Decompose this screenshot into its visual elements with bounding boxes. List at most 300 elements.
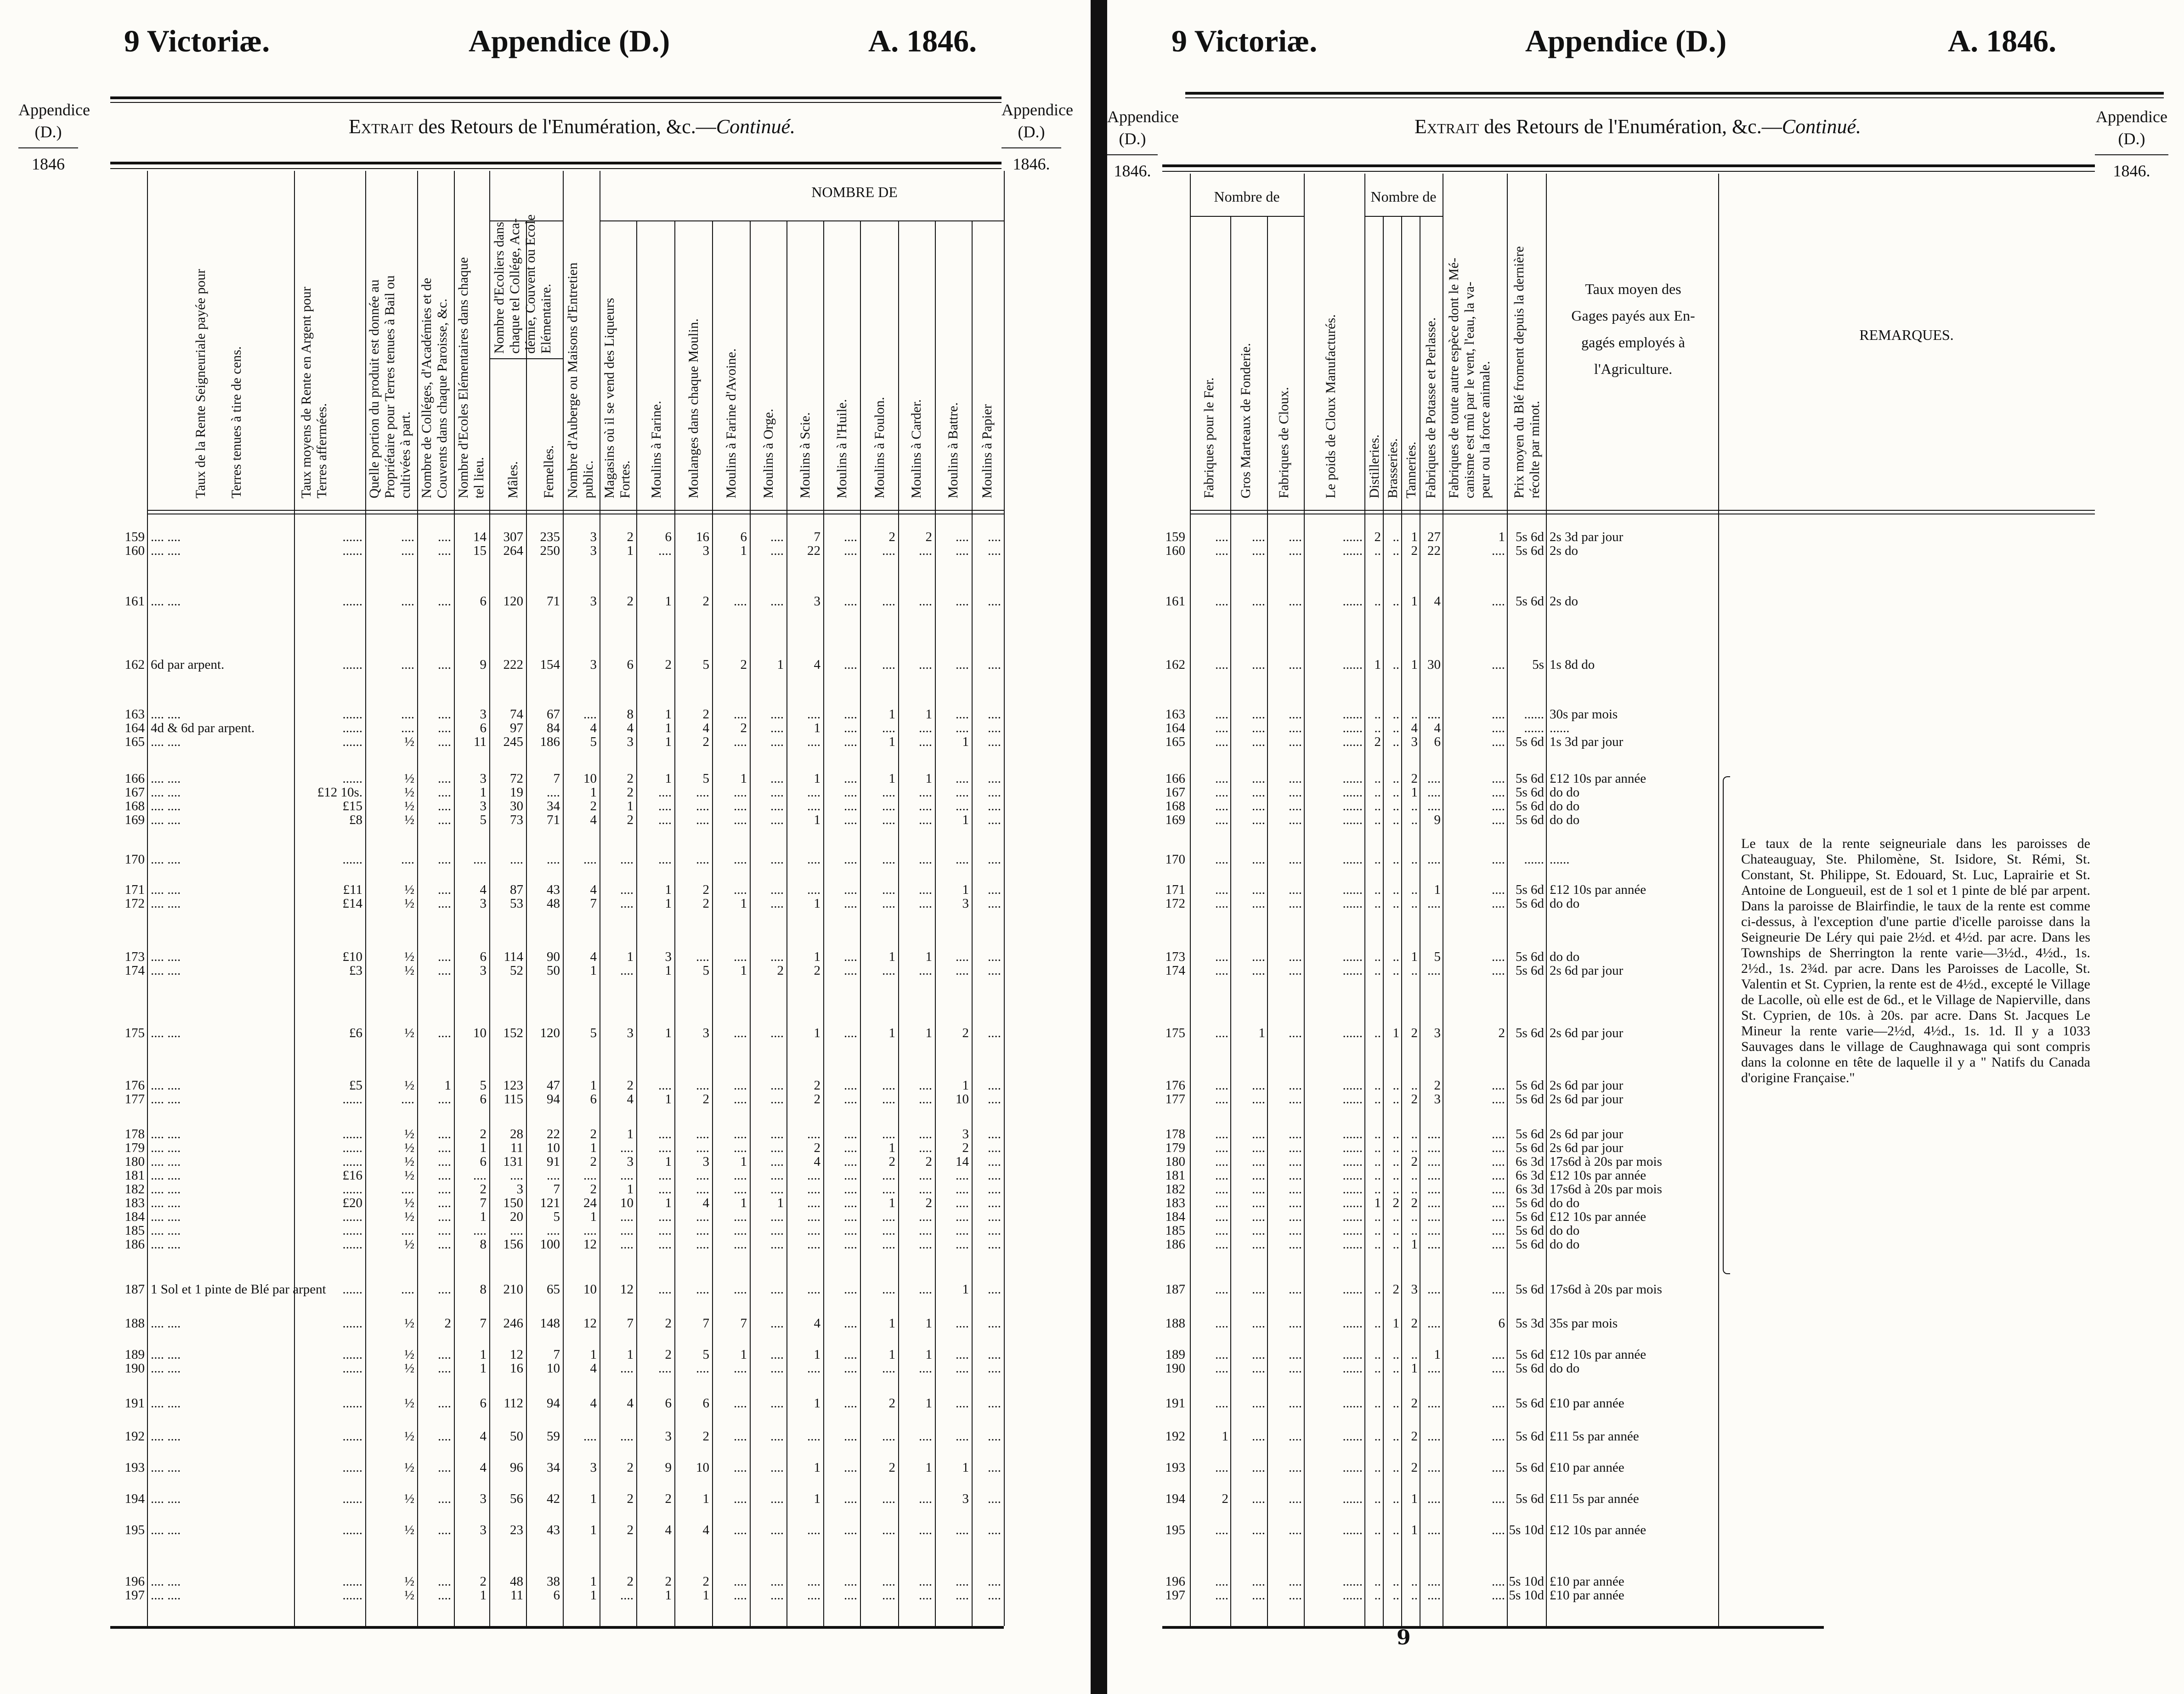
cell-m: 23 bbox=[510, 1523, 523, 1537]
cell-mou: .... bbox=[696, 1078, 709, 1093]
header-line: Femelles. bbox=[541, 445, 556, 498]
header-line: Nombre d'Ecoles Elémentaires dans chaque bbox=[456, 257, 471, 498]
cell-f: 100 bbox=[540, 1237, 560, 1252]
cell-aut: .... bbox=[1492, 657, 1505, 672]
cell-sci: .... bbox=[807, 1168, 820, 1183]
cell-av: .... bbox=[734, 1491, 747, 1506]
header-line: Quelle portion du produit est donnée au bbox=[367, 279, 382, 498]
cell-fer: .... bbox=[1215, 707, 1228, 722]
cell-far: 3 bbox=[665, 1429, 672, 1444]
row-number: 160 bbox=[124, 543, 145, 558]
cell-money: ...... bbox=[342, 543, 362, 558]
cell-bra: .. bbox=[1392, 949, 1399, 964]
cell-col: .... bbox=[438, 734, 451, 749]
cell-dis: .. bbox=[1374, 1588, 1381, 1603]
cell-mar: .... bbox=[1252, 1196, 1265, 1210]
cell-aut: .... bbox=[1492, 813, 1505, 827]
cell-prix: 5s 3d bbox=[1515, 1316, 1544, 1331]
page-number: 9 bbox=[1397, 1626, 1411, 1649]
header-line: gagés employés à bbox=[1581, 334, 1685, 350]
cell-m: 123 bbox=[503, 1078, 523, 1093]
row-number: 178 bbox=[1165, 1127, 1185, 1141]
cell-gages: do do bbox=[1550, 785, 1580, 800]
column-rule-end bbox=[1004, 171, 1005, 1626]
cell-car: .... bbox=[919, 963, 932, 978]
cell-pot: .... bbox=[1427, 1141, 1441, 1155]
header-bottom-rule-r bbox=[1190, 510, 2095, 511]
cell-money: ...... bbox=[342, 1223, 362, 1238]
cell-fou: .... bbox=[882, 1237, 895, 1252]
cell-org: .... bbox=[770, 1588, 784, 1603]
cell-m: 222 bbox=[503, 657, 523, 672]
cell-far: 1 bbox=[665, 1026, 672, 1040]
cell-m: 50 bbox=[510, 1429, 523, 1444]
cell-fou: .... bbox=[882, 1209, 895, 1224]
cell-hui: .... bbox=[844, 1168, 857, 1183]
cell-money: ...... bbox=[342, 1347, 362, 1362]
header-terres-cens bbox=[229, 346, 244, 498]
row-number: 168 bbox=[1165, 799, 1185, 813]
cell-sci: .... bbox=[807, 785, 820, 800]
header-orge bbox=[761, 409, 776, 498]
cell-ec: .... bbox=[473, 1223, 487, 1238]
cell-hui: .... bbox=[844, 882, 857, 897]
cell-clo: .... bbox=[1289, 657, 1302, 672]
cell-bra: 2 bbox=[1392, 1282, 1399, 1297]
left-page bbox=[0, 0, 1091, 1694]
cell-m: 112 bbox=[504, 1396, 523, 1411]
cell-bat: .... bbox=[956, 1316, 969, 1331]
row-number: 172 bbox=[124, 896, 145, 911]
cell-prix: 5s 6d bbox=[1515, 1127, 1544, 1141]
cell-mou: 2 bbox=[702, 1429, 709, 1444]
cell-por: .... bbox=[401, 852, 414, 867]
cell-mar: .... bbox=[1252, 1092, 1265, 1107]
cell-mou: .... bbox=[696, 949, 709, 964]
cell-prix: ...... bbox=[1524, 852, 1544, 867]
cell-aub: 7 bbox=[590, 896, 597, 911]
cell-poi: ...... bbox=[1342, 530, 1363, 544]
cell-fou: .... bbox=[882, 896, 895, 911]
cell-pot: .... bbox=[1427, 1237, 1441, 1252]
cell-poi: ...... bbox=[1342, 1182, 1363, 1197]
cell-por: ½ bbox=[404, 1209, 414, 1224]
cell-poi: ...... bbox=[1342, 1237, 1363, 1252]
header-line: Terres affermées. bbox=[314, 403, 329, 498]
cell-av: .... bbox=[734, 1588, 747, 1603]
cell-f: 7 bbox=[553, 771, 560, 786]
cell-col: .... bbox=[438, 1396, 451, 1411]
row-number: 175 bbox=[1165, 1026, 1185, 1040]
header-gages bbox=[1548, 276, 1718, 382]
cell-clo: .... bbox=[1289, 1154, 1302, 1169]
table-bottom-rule-r bbox=[1162, 1626, 1824, 1629]
cell-aut: .... bbox=[1492, 1361, 1505, 1376]
cell-hui: .... bbox=[844, 1347, 857, 1362]
cell-av: .... bbox=[734, 1282, 747, 1297]
cell-fer: .... bbox=[1215, 1237, 1228, 1252]
cell-prix: 5s 6d bbox=[1515, 1396, 1544, 1411]
cell-dis: .. bbox=[1374, 707, 1381, 722]
cell-dis: 1 bbox=[1374, 657, 1381, 672]
cell-org: .... bbox=[770, 1460, 784, 1475]
cell-mou: .... bbox=[696, 1127, 709, 1141]
cell-rent: .... .... bbox=[151, 1396, 181, 1411]
cell-ec: 8 bbox=[480, 1282, 487, 1297]
cell-gages: £12 10s par année bbox=[1550, 1347, 1646, 1362]
cell-mou: .... bbox=[696, 1168, 709, 1183]
cell-org: .... bbox=[770, 594, 784, 609]
cell-m: 131 bbox=[503, 1154, 523, 1169]
cell-mou: .... bbox=[696, 1141, 709, 1155]
header-line: Taux moyens de Rente en Argent pour bbox=[299, 287, 314, 498]
cell-poi: ...... bbox=[1342, 1127, 1363, 1141]
side-year: 1846 bbox=[18, 147, 78, 175]
cell-m: 97 bbox=[510, 721, 523, 735]
row-number: 184 bbox=[124, 1209, 145, 1224]
cell-clo: .... bbox=[1289, 799, 1302, 813]
row-number: 164 bbox=[1165, 721, 1185, 735]
cell-mou: 2 bbox=[702, 1092, 709, 1107]
cell-por: .... bbox=[401, 530, 414, 544]
cell-poi: ...... bbox=[1342, 1223, 1363, 1238]
cell-por: ½ bbox=[404, 799, 414, 813]
column-rule-16 bbox=[898, 220, 899, 1626]
row-number: 195 bbox=[124, 1523, 145, 1537]
cell-mou: 7 bbox=[702, 1316, 709, 1331]
cell-pap: .... bbox=[988, 896, 1001, 911]
cell-fer: .... bbox=[1215, 530, 1228, 544]
cell-av: .... bbox=[734, 1182, 747, 1197]
cell-bat: .... bbox=[956, 594, 969, 609]
cell-gages: ...... bbox=[1550, 852, 1570, 867]
cell-pot: 3 bbox=[1434, 1026, 1441, 1040]
cell-pot: 22 bbox=[1427, 543, 1441, 558]
cell-mar: .... bbox=[1252, 657, 1265, 672]
cell-sci: 1 bbox=[814, 1491, 820, 1506]
cell-por: ½ bbox=[404, 896, 414, 911]
cell-aub: 2 bbox=[590, 799, 597, 813]
cell-m: 152 bbox=[503, 1026, 523, 1040]
cell-car: .... bbox=[919, 1182, 932, 1197]
cell-gages: 2s 6d par jour bbox=[1550, 1141, 1624, 1155]
cell-dis: .. bbox=[1374, 785, 1381, 800]
cell-ec: 6 bbox=[480, 594, 487, 609]
cell-por: ½ bbox=[404, 1588, 414, 1603]
cell-tan: 2 bbox=[1411, 543, 1418, 558]
cell-f: 67 bbox=[547, 707, 560, 722]
side-appendice-r2: Appendice bbox=[2096, 107, 2167, 126]
cell-fer: .... bbox=[1215, 721, 1228, 735]
cell-ec: 1 bbox=[480, 1209, 487, 1224]
cell-f: 7 bbox=[553, 1182, 560, 1197]
cell-m: 28 bbox=[510, 1127, 523, 1141]
row-number: 161 bbox=[124, 594, 145, 609]
cell-bra: .. bbox=[1392, 1491, 1399, 1506]
cell-ec: 3 bbox=[480, 799, 487, 813]
cell-aub: 1 bbox=[590, 785, 597, 800]
cell-tan: 2 bbox=[1411, 771, 1418, 786]
cell-fer: .... bbox=[1215, 963, 1228, 978]
cell-av: .... bbox=[734, 1237, 747, 1252]
cell-av: .... bbox=[734, 594, 747, 609]
cell-pot: .... bbox=[1427, 1127, 1441, 1141]
cell-org: .... bbox=[770, 1316, 784, 1331]
cell-money: £3 bbox=[349, 963, 362, 978]
header-magasins bbox=[602, 298, 633, 498]
cell-por: .... bbox=[401, 657, 414, 672]
cell-prix: 5s 6d bbox=[1515, 1196, 1544, 1210]
cell-far: 1 bbox=[665, 771, 672, 786]
cell-fer: .... bbox=[1215, 882, 1228, 897]
cell-far: 2 bbox=[665, 1316, 672, 1331]
cell-money: £20 bbox=[342, 1196, 362, 1210]
cell-dis: .. bbox=[1374, 799, 1381, 813]
book-spine bbox=[1091, 0, 1107, 1694]
cell-mag: 2 bbox=[627, 1460, 634, 1475]
header-line: Nombre d'Ecoliers dans bbox=[492, 222, 507, 354]
cell-gages: ...... bbox=[1550, 721, 1570, 735]
cell-tan: .. bbox=[1411, 799, 1418, 813]
cell-hui: .... bbox=[844, 1282, 857, 1297]
cell-col: .... bbox=[438, 882, 451, 897]
cell-dis: 1 bbox=[1374, 1196, 1381, 1210]
cell-fer: .... bbox=[1215, 771, 1228, 786]
cell-far: .... bbox=[658, 1282, 672, 1297]
cell-bat: .... bbox=[956, 657, 969, 672]
cell-gages: £10 par année bbox=[1550, 1588, 1624, 1603]
cell-f: 34 bbox=[547, 1460, 560, 1475]
header-line: peur ou la force animale. bbox=[1477, 361, 1493, 498]
cell-m: 264 bbox=[503, 543, 523, 558]
cell-pap: .... bbox=[988, 1092, 1001, 1107]
cell-mar: .... bbox=[1252, 785, 1265, 800]
cell-av: .... bbox=[734, 949, 747, 964]
header-battre bbox=[945, 402, 961, 498]
cell-aut: .... bbox=[1492, 1237, 1505, 1252]
cell-col: .... bbox=[438, 1209, 451, 1224]
cell-col: .... bbox=[438, 1491, 451, 1506]
cell-mar: .... bbox=[1252, 799, 1265, 813]
cell-far: 1 bbox=[665, 707, 672, 722]
cell-poi: ...... bbox=[1342, 963, 1363, 978]
row-number: 190 bbox=[124, 1361, 145, 1376]
cell-por: .... bbox=[401, 1092, 414, 1107]
running-head-left-r: 9 Victoriæ. bbox=[1171, 23, 1318, 58]
cell-aut: .... bbox=[1492, 1196, 1505, 1210]
cell-av: 1 bbox=[740, 1196, 747, 1210]
cell-sci: 1 bbox=[814, 1347, 820, 1362]
cell-f: 65 bbox=[547, 1282, 560, 1297]
cell-far: 3 bbox=[665, 949, 672, 964]
cell-bra: .. bbox=[1392, 1078, 1399, 1093]
cell-pap: .... bbox=[988, 1223, 1001, 1238]
cell-tan: .. bbox=[1411, 882, 1418, 897]
cell-por: ½ bbox=[404, 734, 414, 749]
ecoliers-sub-rule bbox=[489, 358, 563, 359]
cell-mou: 5 bbox=[702, 771, 709, 786]
cell-mou: 2 bbox=[702, 734, 709, 749]
cell-aub: 2 bbox=[590, 1182, 597, 1197]
cell-far: .... bbox=[658, 1127, 672, 1141]
cell-far: .... bbox=[658, 1168, 672, 1183]
row-number: 197 bbox=[124, 1588, 145, 1603]
cell-mag: .... bbox=[620, 1223, 634, 1238]
cell-pot: 6 bbox=[1434, 734, 1441, 749]
cell-rent: .... .... bbox=[151, 1209, 181, 1224]
cell-mar: .... bbox=[1252, 896, 1265, 911]
column-rule-12 bbox=[750, 220, 751, 1626]
cell-clo: .... bbox=[1289, 1282, 1302, 1297]
cell-bat: .... bbox=[956, 799, 969, 813]
cell-bra: .. bbox=[1392, 594, 1399, 609]
cell-pot: .... bbox=[1427, 963, 1441, 978]
cell-mou: .... bbox=[696, 813, 709, 827]
row-number: 161 bbox=[1165, 594, 1185, 609]
cell-por: ½ bbox=[404, 771, 414, 786]
cell-av: .... bbox=[734, 813, 747, 827]
cell-sci: .... bbox=[807, 1223, 820, 1238]
header-line: Moulins à Farine. bbox=[649, 401, 664, 498]
cell-fer: .... bbox=[1215, 896, 1228, 911]
cell-pap: .... bbox=[988, 963, 1001, 978]
cell-bat: 1 bbox=[962, 1282, 969, 1297]
cell-pap: .... bbox=[988, 1182, 1001, 1197]
cell-f: 42 bbox=[547, 1491, 560, 1506]
cell-car: 2 bbox=[925, 1154, 932, 1169]
cell-hui: .... bbox=[844, 1182, 857, 1197]
cell-car: .... bbox=[919, 1078, 932, 1093]
cell-mar: .... bbox=[1252, 882, 1265, 897]
header-line: canisme est mû par le vent, l'eau, la va- bbox=[1462, 282, 1477, 498]
cell-por: ½ bbox=[404, 963, 414, 978]
cell-sci: 1 bbox=[814, 1026, 820, 1040]
cell-pot: .... bbox=[1427, 1223, 1441, 1238]
cell-tan: .. bbox=[1411, 1127, 1418, 1141]
cell-bat: .... bbox=[956, 963, 969, 978]
cell-bra: .. bbox=[1392, 530, 1399, 544]
cell-pot: .... bbox=[1427, 771, 1441, 786]
cell-pot: .... bbox=[1427, 1196, 1441, 1210]
cell-mag: 2 bbox=[627, 785, 634, 800]
cell-hui: .... bbox=[844, 1154, 857, 1169]
cell-col: .... bbox=[438, 1141, 451, 1155]
cell-ec: 11 bbox=[474, 734, 487, 749]
remarks-bracket bbox=[1723, 776, 1730, 1274]
cell-pot: 1 bbox=[1434, 1347, 1441, 1362]
cell-av: .... bbox=[734, 852, 747, 867]
header-colleges bbox=[419, 278, 450, 498]
cell-far: 1 bbox=[665, 1196, 672, 1210]
cell-poi: ...... bbox=[1342, 771, 1363, 786]
header-males bbox=[505, 461, 521, 498]
header-line: Moulins à Orge. bbox=[761, 408, 776, 498]
cell-ec: 6 bbox=[480, 1396, 487, 1411]
cell-mou: 4 bbox=[702, 1523, 709, 1537]
row-number: 187 bbox=[124, 1282, 145, 1297]
cell-aut: .... bbox=[1492, 1523, 1505, 1537]
cell-sci: .... bbox=[807, 1282, 820, 1297]
cell-dis: .. bbox=[1374, 1396, 1381, 1411]
cell-org: .... bbox=[770, 721, 784, 735]
header-line: Tanneries. bbox=[1403, 441, 1419, 498]
cell-mag: 1 bbox=[627, 799, 634, 813]
cell-pot: .... bbox=[1427, 799, 1441, 813]
cell-prix: 5s 6d bbox=[1515, 882, 1544, 897]
cell-fer: .... bbox=[1215, 1347, 1228, 1362]
cell-pot: .... bbox=[1427, 1182, 1441, 1197]
cell-pap: .... bbox=[988, 657, 1001, 672]
cell-fou: .... bbox=[882, 1574, 895, 1589]
cell-aut: .... bbox=[1492, 949, 1505, 964]
cell-car: 1 bbox=[925, 1460, 932, 1475]
header-line: Moulins à Papier bbox=[979, 404, 995, 498]
cell-m: 16 bbox=[510, 1361, 523, 1376]
cell-bra: .. bbox=[1392, 657, 1399, 672]
cell-av: 1 bbox=[740, 896, 747, 911]
cell-tan: .. bbox=[1411, 852, 1418, 867]
cell-por: ½ bbox=[404, 1316, 414, 1331]
cell-car: .... bbox=[919, 1092, 932, 1107]
cell-aub: 12 bbox=[583, 1237, 597, 1252]
cell-f: 47 bbox=[547, 1078, 560, 1093]
cell-aut: 2 bbox=[1498, 1026, 1505, 1040]
cell-aub: 4 bbox=[590, 813, 597, 827]
cell-pot: .... bbox=[1427, 1588, 1441, 1603]
cell-tan: 2 bbox=[1411, 1154, 1418, 1169]
cell-rent: .... .... bbox=[151, 1523, 181, 1537]
cell-money: ...... bbox=[342, 1182, 362, 1197]
cell-rent: .... .... bbox=[151, 1168, 181, 1183]
header-quelle-portion bbox=[367, 275, 413, 498]
row-number: 163 bbox=[1165, 707, 1185, 722]
header-line: chaque tel Collége, Aca- bbox=[507, 218, 522, 354]
cell-gages: £10 par année bbox=[1550, 1574, 1624, 1589]
cell-org: .... bbox=[770, 785, 784, 800]
cell-car: .... bbox=[919, 1429, 932, 1444]
cell-org: .... bbox=[770, 707, 784, 722]
cell-pap: .... bbox=[988, 1282, 1001, 1297]
row-number: 193 bbox=[1165, 1460, 1185, 1475]
cell-col: .... bbox=[438, 1574, 451, 1589]
cell-fou: .... bbox=[882, 1182, 895, 1197]
cell-org: .... bbox=[770, 896, 784, 911]
cell-dis: .. bbox=[1374, 896, 1381, 911]
cell-aub: 4 bbox=[590, 949, 597, 964]
cell-ec: 3 bbox=[480, 963, 487, 978]
column-rule-17 bbox=[935, 220, 936, 1626]
column-rule-r-1 bbox=[1230, 216, 1231, 1626]
cell-hui: .... bbox=[844, 813, 857, 827]
cell-ec: 1 bbox=[480, 1588, 487, 1603]
header-line: Terres tenues à tire de cens. bbox=[229, 346, 244, 498]
cell-car: .... bbox=[919, 813, 932, 827]
cell-dis: .. bbox=[1374, 594, 1381, 609]
cell-dis: .. bbox=[1374, 1026, 1381, 1040]
cell-clo: .... bbox=[1289, 1361, 1302, 1376]
cell-org: .... bbox=[770, 530, 784, 544]
cell-m: 19 bbox=[510, 785, 523, 800]
cell-aub: 3 bbox=[590, 594, 597, 609]
cell-pap: .... bbox=[988, 1347, 1001, 1362]
cell-dis: .. bbox=[1374, 949, 1381, 964]
cell-mar: .... bbox=[1252, 1141, 1265, 1155]
cell-car: 1 bbox=[925, 1026, 932, 1040]
cell-gages: 1s 3d par jour bbox=[1550, 734, 1624, 749]
cell-por: ½ bbox=[404, 1168, 414, 1183]
cell-aut: .... bbox=[1492, 1223, 1505, 1238]
cell-poi: ...... bbox=[1342, 785, 1363, 800]
